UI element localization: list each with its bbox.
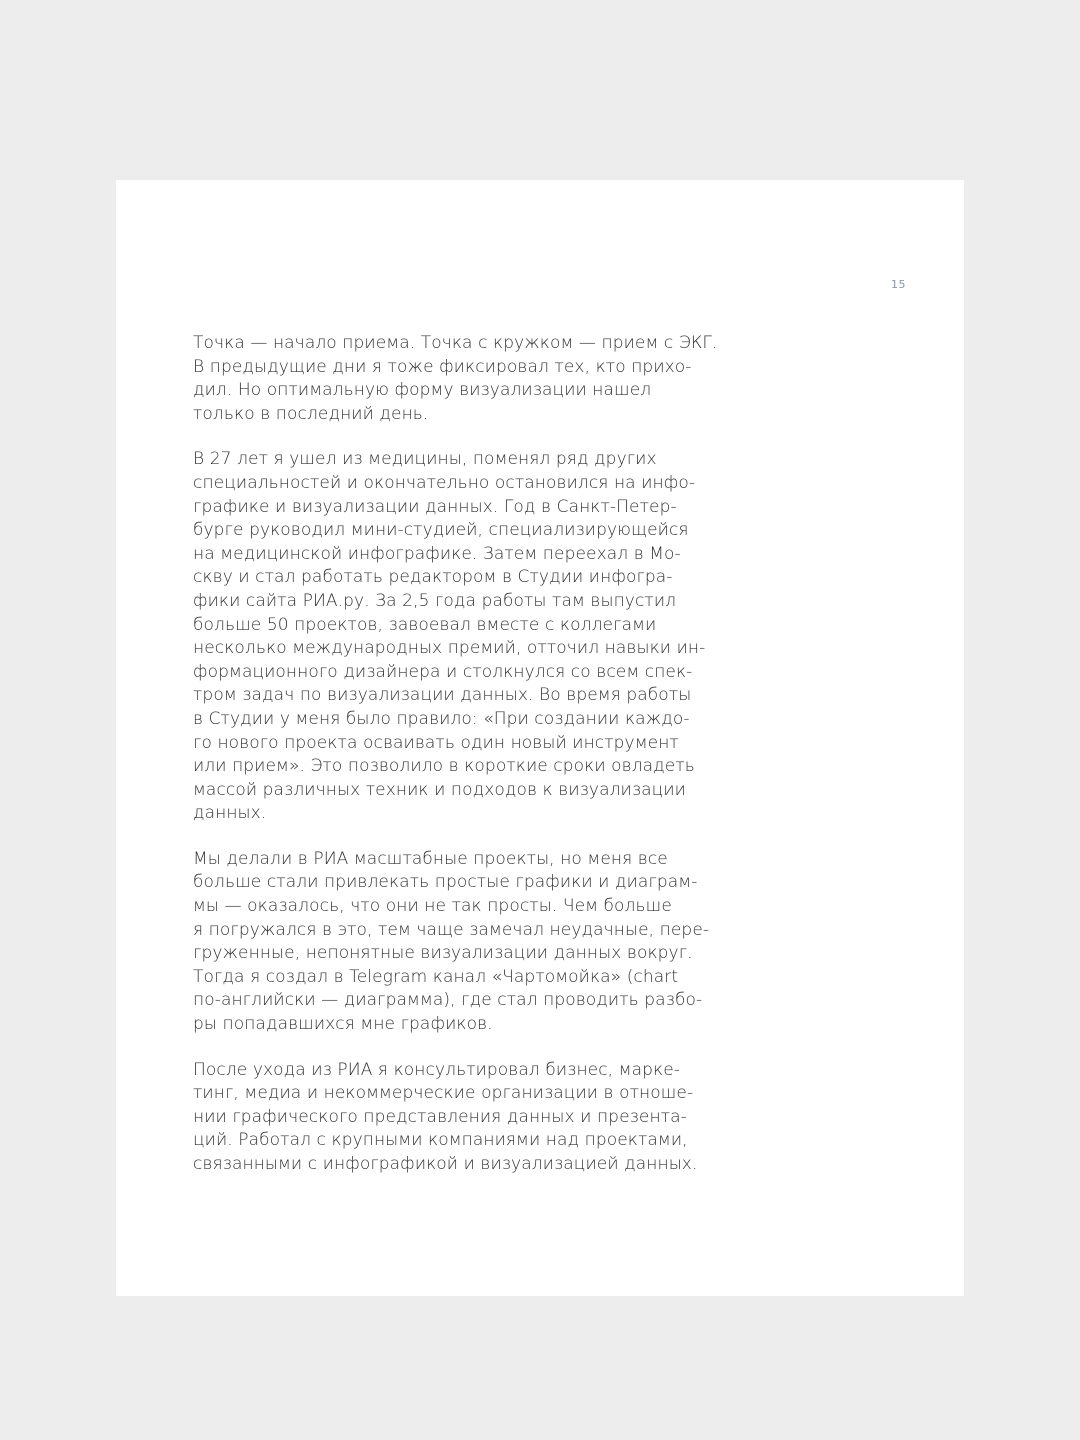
text-line: ций. Работал с крупными компаниями над проектами, xyxy=(193,1130,688,1151)
text-line: фики сайта РИА.ру. За 2,5 года работы там выпустил xyxy=(193,590,677,611)
text-line: В 27 лет я ушел из медицины, поменял ряд других xyxy=(193,449,657,470)
text-line: на медицинской инфографике. Затем переехал в Мо- xyxy=(193,543,681,564)
text-line: После ухода из РИА я консультировал бизнес, марке- xyxy=(193,1059,680,1080)
text-line: Мы делали в РИА масштабные проекты, но меня все xyxy=(193,848,668,869)
text-line: тинг, медиа и некоммерческие организации в отноше- xyxy=(193,1083,694,1104)
paragraph xyxy=(193,848,793,1037)
text-line: только в последний день. xyxy=(193,403,429,424)
text-line: груженные, непонятные визуализации данных вокруг. xyxy=(193,943,693,964)
text-line: больше стали привлекать простые графики и диаграм- xyxy=(193,872,698,893)
paragraph xyxy=(193,1059,793,1177)
text-line: нии графического представления данных и презента- xyxy=(193,1106,687,1127)
text-line: В предыдущие дни я тоже фиксировал тех, кто прихо- xyxy=(193,356,692,377)
book-page xyxy=(116,180,964,1296)
text-line: ры попадавшихся мне графиков. xyxy=(193,1014,493,1035)
text-line: бурге руководил мини-студией, специализирующейся xyxy=(193,520,689,541)
text-line: массой различных техник и подходов к визуализации xyxy=(193,779,686,800)
text-line: в Студии у меня было правило: «При создании каждо- xyxy=(193,708,690,729)
text-line: специальностей и окончательно остановился на инфо- xyxy=(193,472,696,493)
text-line: скву и стал работать редактором в Студии инфогра- xyxy=(193,567,673,588)
text-line: по-английски — диаграмма), где стал проводить разбо- xyxy=(193,990,703,1011)
body-text xyxy=(193,332,793,1177)
text-line: формационного дизайнера и столкнулся со всем спек- xyxy=(193,661,693,682)
text-line: данных. xyxy=(193,803,267,824)
text-line: Тогда я создал в Telegram канал «Чартомойка» (chart xyxy=(193,966,679,987)
text-line: тром задач по визуализации данных. Во время работы xyxy=(193,685,692,706)
text-line: или прием». Это позволило в короткие сроки овладеть xyxy=(193,756,695,777)
text-line: я погружался в это, тем чаще замечал неудачные, пере- xyxy=(193,919,710,940)
text-line: мы — оказалось, что они не так просты. Чем больше xyxy=(193,896,672,917)
text-line: графике и визуализации данных. Год в Санкт-Петер- xyxy=(193,496,677,517)
paragraph xyxy=(193,332,793,426)
text-line: го нового проекта осваивать один новый инструмент xyxy=(193,732,679,753)
page-number: 15 xyxy=(891,278,906,291)
text-line: несколько международных премий, отточил навыки ин- xyxy=(193,638,706,659)
text-line: связанными с инфографикой и визуализацией данных. xyxy=(193,1154,698,1174)
text-line: дил. Но оптимальную форму визуализации нашел xyxy=(193,380,652,401)
text-line: Точка — начало приема. Точка с кружком — прием с ЭКГ. xyxy=(193,333,718,353)
paragraph xyxy=(193,448,793,826)
text-line: больше 50 проектов, завоевал вместе с коллегами xyxy=(193,614,657,635)
